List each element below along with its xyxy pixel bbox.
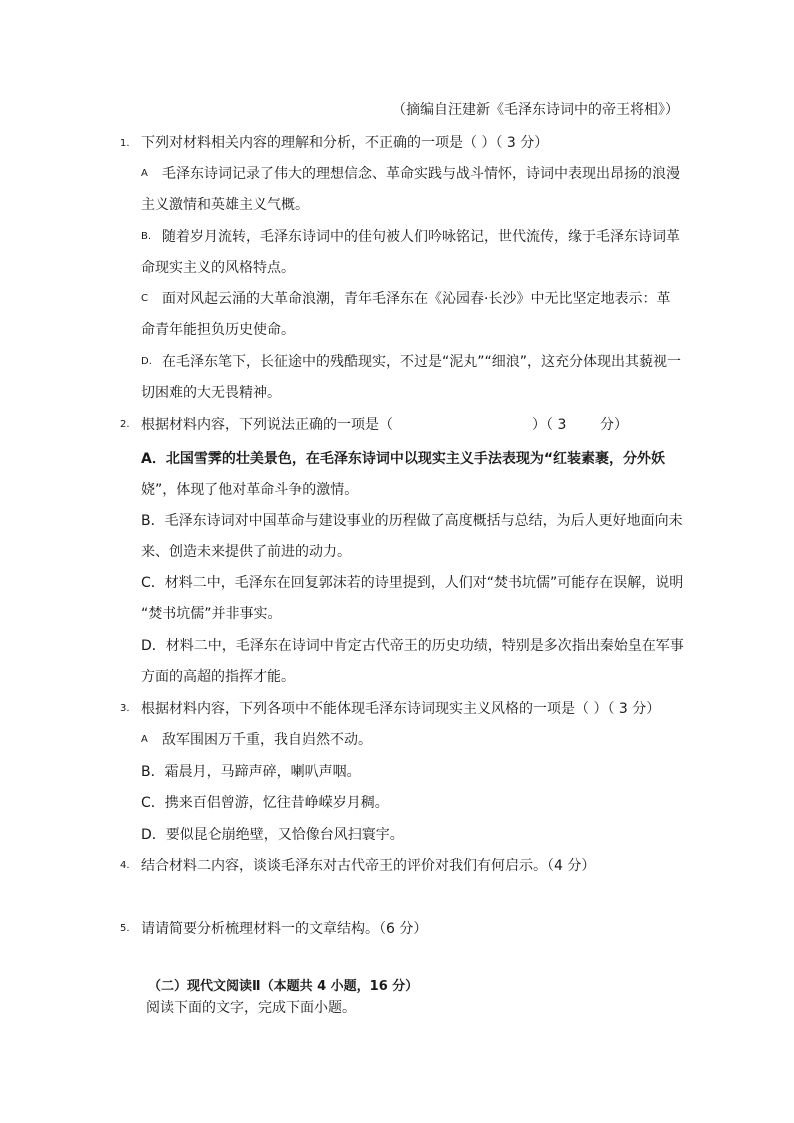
q2-stem-points: ）（ 3: [532, 417, 567, 433]
q2-option-a-line2: 娆”，体现了他对革命斗争的激情。: [141, 482, 359, 498]
q1-option-a-letter: A: [141, 168, 148, 179]
q1-option-a-line2: 主义激情和英雄主义气概。: [141, 197, 309, 213]
q1-option-d-letter: D.: [141, 356, 152, 367]
q2-number: 2.: [120, 419, 130, 430]
q3-option-c: C．携来百侣曾游，忆往昔峥嵘岁月稠。: [141, 795, 389, 811]
q2-stem: [141, 415, 393, 435]
q2-option-d-line1: D．材料二中，毛泽东在诗词中肯定古代帝王的历史功绩，特别是多次指出秦始皇在军事: [141, 638, 684, 654]
q1-option-c-line1: 面对风起云涌的大革命浪潮，青年毛泽东在《沁园春·长沙》中无比坚定地表示：革: [162, 291, 671, 307]
q5-stem: 请请简要分析梳理材料一的文章结构。（6 分）: [141, 921, 428, 937]
q2-option-c-line2: “焚书坑儒”并非事实。: [141, 606, 282, 622]
q3-stem: 根据材料内容，下列各项中不能体现毛泽东诗词现实主义风格的一项是（ ）（ 3 分）: [141, 701, 661, 717]
q1-option-b-line1: 随着岁月流转，毛泽东诗词中的佳句被人们吟咏铭记，世代流传，缘于毛泽东诗词革: [162, 229, 680, 245]
q2-option-a-line1: A．北国雪霁的壮美景色，在毛泽东诗词中以现实主义手法表现为“红装素裹，分外妖: [141, 451, 666, 467]
q3-option-d: D．要似昆仑崩绝壁，又恰像台风扫寰宇。: [141, 827, 404, 843]
source-citation: （摘编自汪建新《毛泽东诗词中的帝王将相》）: [392, 102, 679, 118]
section-heading: （二）现代文阅读Ⅱ（本题共 4 小题，16 分）: [148, 979, 419, 994]
q5-number: 5.: [120, 923, 130, 934]
q1-stem: 下列对材料相关内容的理解和分析，不正确的一项是（ ）（ 3 分）: [141, 135, 549, 151]
q2-stem-points-unit: 分）: [600, 417, 628, 433]
q4-stem: 结合材料二内容，谈谈毛泽东对古代帝王的评价对我们有何启示。（4 分）: [141, 858, 596, 874]
q1-number: 1.: [120, 138, 130, 149]
q3-option-a-text: 敌军围困万千重，我自岿然不动。: [162, 732, 372, 748]
q3-option-a-letter: A: [141, 734, 148, 745]
q1-option-c-line2: 命青年能担负历史使命。: [141, 322, 295, 338]
q4-number: 4.: [120, 860, 130, 871]
q2-stem-main: 根据材料内容，下列说法正确的一项是（: [141, 417, 393, 433]
q1-option-d-line2: 切困难的大无畏精神。: [141, 385, 281, 401]
q2-option-b-line2: 来、创造未来提供了前进的动力。: [141, 544, 351, 560]
q1-option-d-line1: 在毛泽东笔下，长征途中的残酷现实，不过是“泥丸”“细浪”，这充分体现出其藐视一: [162, 354, 682, 370]
section-intro: 阅读下面的文字，完成下面小题。: [146, 1000, 356, 1016]
q1-option-b-letter: B.: [141, 231, 152, 242]
q2-option-c-line1: C．材料二中，毛泽东在回复郭沫若的诗里提到，人们对“焚书坑儒”可能存在误解，说明: [141, 575, 684, 591]
q1-option-b-line2: 命现实主义的风格特点。: [141, 260, 295, 276]
q3-number: 3.: [120, 703, 130, 714]
q2-option-b-line1: B．毛泽东诗词对中国革命与建设事业的历程做了高度概括与总结，为后人更好地面向未: [141, 513, 683, 529]
q3-option-b: B．霜晨月，马蹄声碎，喇叭声咽。: [141, 764, 361, 780]
q2-option-d-line2: 方面的高超的指挥才能。: [141, 669, 295, 685]
q1-option-c-letter: C: [141, 293, 148, 304]
q1-option-a-line1: 毛泽东诗词记录了伟大的理想信念、革命实践与战斗情怀，诗词中表现出昂扬的浪漫: [162, 166, 680, 182]
